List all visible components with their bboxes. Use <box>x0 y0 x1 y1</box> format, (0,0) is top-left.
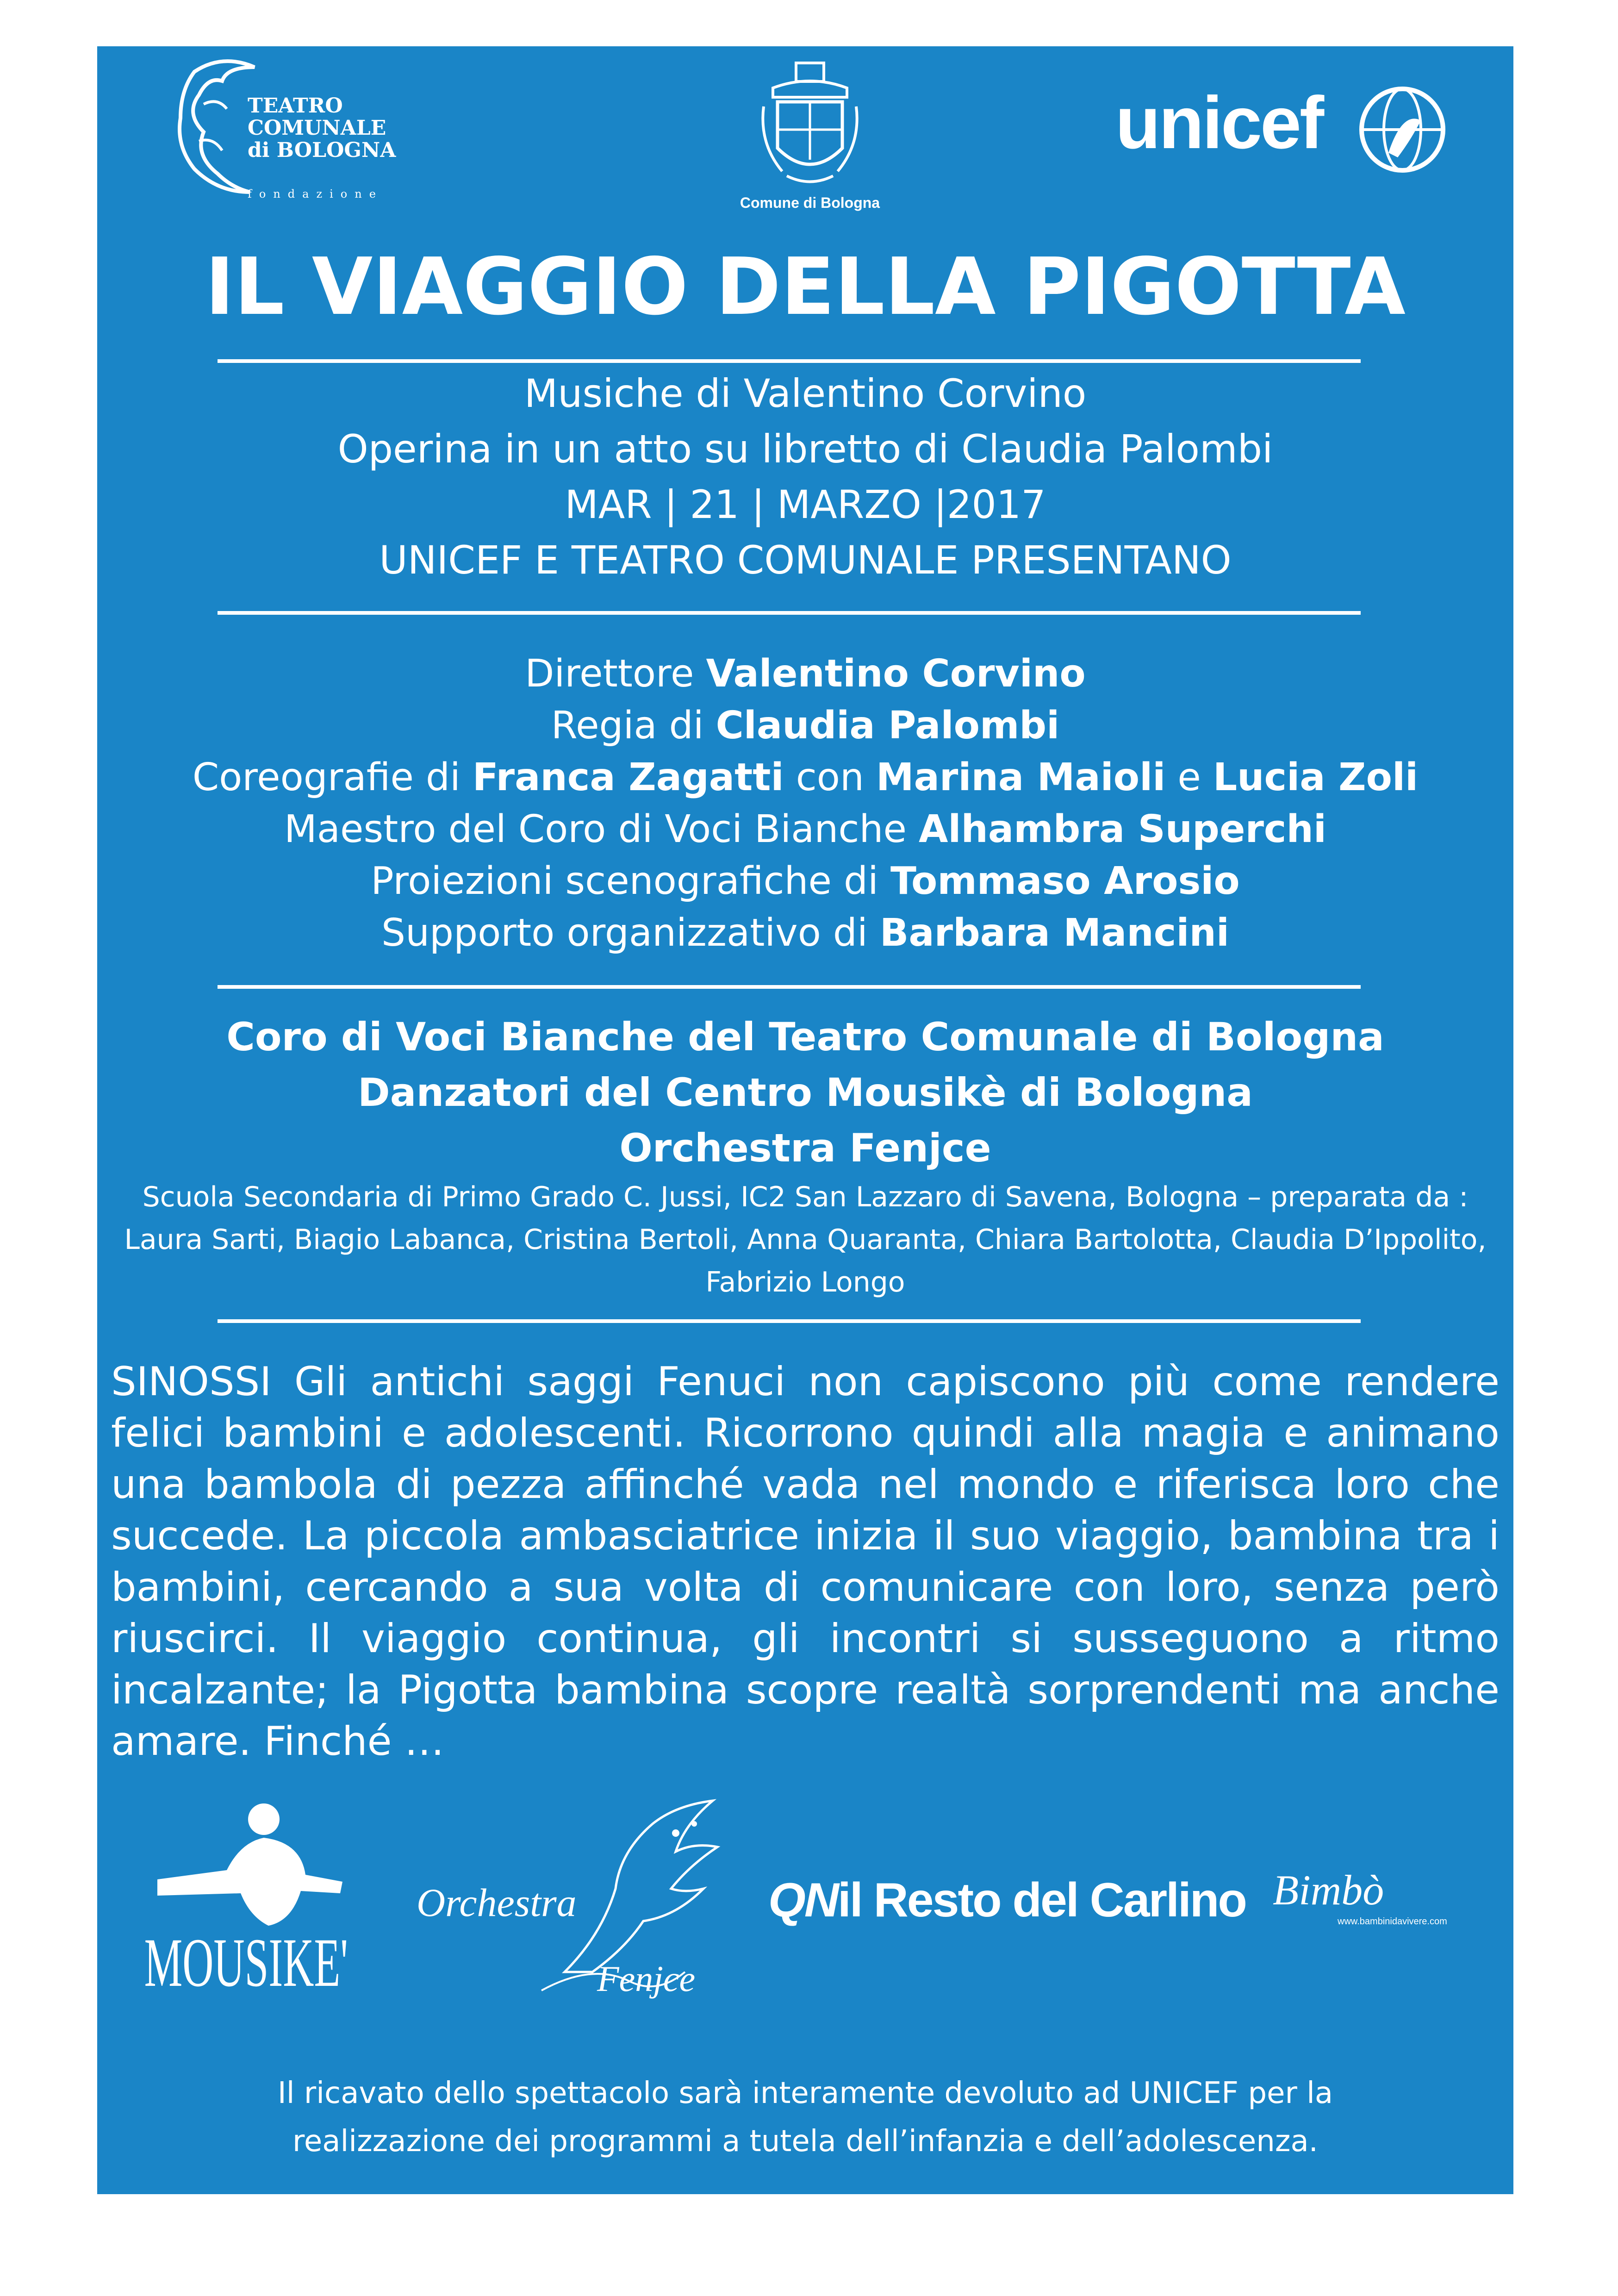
bimbo-wordmark: Bimbò <box>1273 1866 1384 1914</box>
resto-del-carlino-logo <box>768 1866 1246 1940</box>
divider <box>218 1319 1361 1323</box>
credit-row: Coreografie di Franca Zagatti con Marina Maioli e Lucia Zoli <box>192 755 1419 799</box>
bimbo-url: www.bambinidavivere.com <box>1338 1916 1447 1927</box>
fenjce-line1: Orchestra <box>417 1880 577 1925</box>
intro-line: MAR | 21 | MARZO |2017 <box>565 482 1046 527</box>
credit-row: Direttore Valentino Corvino <box>525 652 1086 696</box>
credit-row: Supporto organizzativo di Barbara Mancini <box>381 911 1229 955</box>
intro-line: UNICEF E TEATRO COMUNALE PRESENTANO <box>379 537 1232 583</box>
synopsis: SINOSSI Gli antichi saggi Fenuci non capiscono più come rendere felici bambini e adolescenti. Ricorrono quindi alla magia e animano una bambola di pezza affinché vada nel mondo e riferisca loro che succede. La piccola ambasciatrice inizia il suo viaggio, bambina tra i bambini, cercando a sua volta di comunicare con loro, senza però riuscirci. Il viaggio continua, gli incontri si susseguono a ritmo incalzante; la Pigotta bambina scopre realtà sorprendenti ma anche amare. Finché … <box>111 1359 1500 1765</box>
school-line: Fabrizio Longo <box>705 1266 905 1298</box>
ensemble-line: Danzatori del Centro Mousikè di Bologna <box>358 1070 1253 1115</box>
credit-row: Regia di Claudia Palombi <box>551 704 1060 748</box>
teatro-logo-text: TEATRO COMUNALE di BOLOGNA <box>248 94 396 162</box>
orchestra-fenjce-logo <box>398 1796 750 2009</box>
intro-line: Musiche di Valentino Corvino <box>524 371 1087 416</box>
comune-di-bologna-logo <box>727 60 893 218</box>
ensemble-line: Coro di Voci Bianche del Teatro Comunale di Bologna <box>226 1014 1384 1060</box>
unicef-wordmark: unicef <box>1115 81 1323 164</box>
ensembles-block <box>97 1009 1513 1304</box>
fenjce-line2: Fenjce <box>597 1959 696 1999</box>
comune-logo-text: Comune di Bologna <box>740 194 880 211</box>
carlino-wordmark: QNil Resto del Carlino <box>768 1873 1246 1927</box>
school-line: Laura Sarti, Biagio Labanca, Cristina Bertoli, Anna Quaranta, Chiara Bartolotta, Claudia D’Ippolito, <box>124 1223 1487 1256</box>
credit-row: Proiezioni scenografiche di Tommaso Arosio <box>371 859 1240 903</box>
dancer-icon <box>153 1801 347 1930</box>
crest-icon <box>759 60 861 190</box>
page-title: IL VIAGGIO DELLA PIGOTTA <box>205 241 1406 333</box>
unicef-logo <box>1115 79 1458 171</box>
bimbo-logo <box>1273 1866 1458 1935</box>
ensemble-line: Orchestra Fenjce <box>619 1125 991 1171</box>
divider <box>218 985 1361 989</box>
unicef-globe-icon <box>1356 83 1449 176</box>
poster <box>97 46 1513 2194</box>
divider <box>218 611 1361 615</box>
intro-line: Operina in un atto su libretto di Claudia Palombi <box>337 426 1273 472</box>
footer-line: realizzazione dei programmi a tutela dell’infanzia e dell’adolescenza. <box>292 2124 1318 2159</box>
teatro-logo-subtitle: fondazione <box>248 187 383 200</box>
lion-icon <box>167 53 259 201</box>
credits-block <box>97 648 1513 959</box>
teatro-comunale-logo <box>167 53 407 201</box>
footer-note <box>97 2069 1513 2165</box>
mousike-logo <box>134 1801 366 2004</box>
footer-line: Il ricavato dello spettacolo sarà interamente devoluto ad UNICEF per la <box>277 2076 1333 2110</box>
mousike-wordmark: MOUSIKE' <box>144 1924 348 2001</box>
divider <box>218 359 1361 363</box>
credit-row: Maestro del Coro di Voci Bianche Alhambra Superchi <box>284 807 1326 851</box>
school-line: Scuola Secondaria di Primo Grado C. Jussi, IC2 San Lazzaro di Savena, Bologna – preparata da : <box>142 1181 1469 1213</box>
intro-block <box>97 366 1513 588</box>
